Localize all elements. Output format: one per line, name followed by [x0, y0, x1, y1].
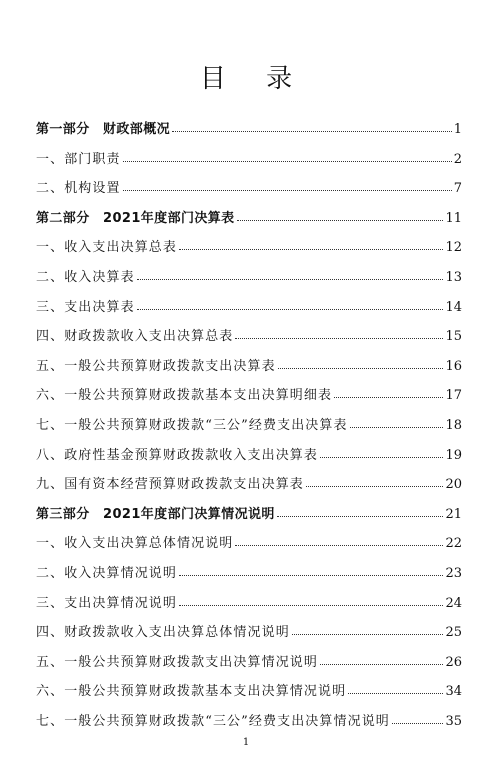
toc-entry-label: 九、国有资本经营预算财政拨款支出决算表	[36, 477, 304, 493]
toc-entry-label: 七、一般公共预算财政拨款“三公”经费支出决算情况说明	[36, 713, 390, 729]
toc-entry[interactable]	[36, 207, 462, 237]
toc-entry[interactable]	[36, 177, 462, 207]
toc-entry-label: 一、部门职责	[36, 151, 121, 167]
toc-leader-dots	[137, 299, 444, 310]
toc-entry-page: 23	[445, 565, 462, 581]
toc-entry[interactable]	[36, 118, 462, 148]
toc-entry-page: 25	[445, 625, 462, 641]
toc-leader-dots	[123, 151, 452, 162]
toc-leader-dots	[306, 476, 444, 487]
toc-leader-dots	[137, 269, 444, 280]
toc-entry[interactable]	[36, 236, 462, 266]
toc-leader-dots	[348, 683, 443, 694]
toc-entry-page: 2	[453, 151, 462, 167]
table-of-contents	[36, 118, 462, 739]
toc-entry-page: 35	[445, 713, 462, 729]
toc-entry[interactable]	[36, 355, 462, 385]
toc-entry-page: 15	[445, 329, 462, 345]
toc-leader-dots	[235, 328, 443, 339]
toc-entry[interactable]	[36, 266, 462, 296]
toc-leader-dots	[123, 180, 452, 191]
toc-leader-dots	[320, 447, 443, 458]
toc-entry-page: 11	[445, 210, 462, 226]
toc-entry[interactable]	[36, 621, 462, 651]
toc-entry-page: 22	[445, 536, 462, 552]
toc-entry[interactable]	[36, 710, 462, 740]
toc-entry-label: 五、一般公共预算财政拨款支出决算情况说明	[36, 654, 319, 670]
toc-entry-page: 26	[445, 654, 462, 670]
toc-entry[interactable]	[36, 148, 462, 178]
toc-entry-page: 1	[453, 122, 462, 137]
toc-leader-dots	[237, 210, 444, 221]
toc-leader-dots	[179, 595, 443, 606]
toc-entry[interactable]	[36, 680, 462, 710]
toc-entry[interactable]	[36, 414, 462, 444]
toc-entry-page: 17	[445, 388, 462, 404]
toc-entry-label: 七、一般公共预算财政拨款“三公”经费支出决算表	[36, 417, 348, 433]
toc-leader-dots	[172, 121, 452, 132]
toc-entry[interactable]	[36, 384, 462, 414]
page-title: 目 录	[199, 64, 309, 94]
toc-entry[interactable]	[36, 503, 462, 533]
toc-entry-label: 六、一般公共预算财政拨款基本支出决算明细表	[36, 388, 333, 404]
toc-entry-label: 一、收入支出决算总体情况说明	[36, 536, 234, 552]
toc-entry-page: 16	[445, 358, 462, 374]
toc-leader-dots	[179, 565, 443, 576]
toc-leader-dots	[334, 387, 443, 398]
toc-entry-label: 第二部分 2021年度部门决算表	[36, 210, 235, 226]
toc-leader-dots	[277, 506, 444, 517]
toc-entry-label: 二、收入决算表	[36, 269, 135, 285]
toc-entry-label: 三、支出决算表	[36, 299, 135, 315]
toc-entry-label: 三、支出决算情况说明	[36, 595, 178, 611]
toc-entry-label: 六、一般公共预算财政拨款基本支出决算情况说明	[36, 684, 347, 700]
toc-entry[interactable]	[36, 473, 462, 503]
toc-leader-dots	[235, 535, 443, 546]
toc-entry-page: 24	[445, 595, 462, 611]
toc-entry-label: 八、政府性基金预算财政拨款收入支出决算表	[36, 447, 319, 463]
toc-leader-dots	[278, 358, 444, 369]
toc-entry-label: 第一部分 财政部概况	[36, 122, 171, 137]
toc-entry[interactable]	[36, 651, 462, 681]
toc-leader-dots	[292, 624, 444, 635]
toc-entry-label: 二、收入决算情况说明	[36, 565, 178, 581]
toc-entry-page: 20	[445, 477, 462, 493]
toc-entry-page: 18	[445, 417, 462, 433]
toc-entry[interactable]	[36, 325, 462, 355]
toc-entry-label: 五、一般公共预算财政拨款支出决算表	[36, 358, 276, 374]
toc-entry-label: 一、收入支出决算总表	[36, 240, 178, 256]
toc-entry-label: 四、财政拨款收入支出决算总体情况说明	[36, 625, 290, 641]
toc-leader-dots	[392, 713, 444, 724]
toc-entry-page: 13	[445, 269, 462, 285]
toc-entry[interactable]	[36, 532, 462, 562]
toc-entry-page: 34	[445, 684, 462, 700]
toc-entry[interactable]	[36, 296, 462, 326]
toc-entry-label: 第三部分 2021年度部门决算情况说明	[36, 506, 275, 522]
toc-entry-page: 12	[445, 240, 462, 256]
toc-entry-page: 14	[445, 299, 462, 315]
toc-entry[interactable]	[36, 444, 462, 474]
toc-entry[interactable]	[36, 562, 462, 592]
footer-page-number: 1	[242, 737, 250, 748]
toc-leader-dots	[179, 239, 443, 250]
toc-entry-label: 四、财政拨款收入支出决算总表	[36, 329, 234, 345]
toc-leader-dots	[350, 417, 444, 428]
toc-entry[interactable]	[36, 592, 462, 622]
toc-leader-dots	[320, 654, 443, 665]
toc-entry-label: 二、机构设置	[36, 181, 121, 197]
toc-entry-page: 7	[453, 181, 462, 197]
toc-entry-page: 19	[445, 447, 462, 463]
toc-entry-page: 21	[445, 506, 462, 522]
